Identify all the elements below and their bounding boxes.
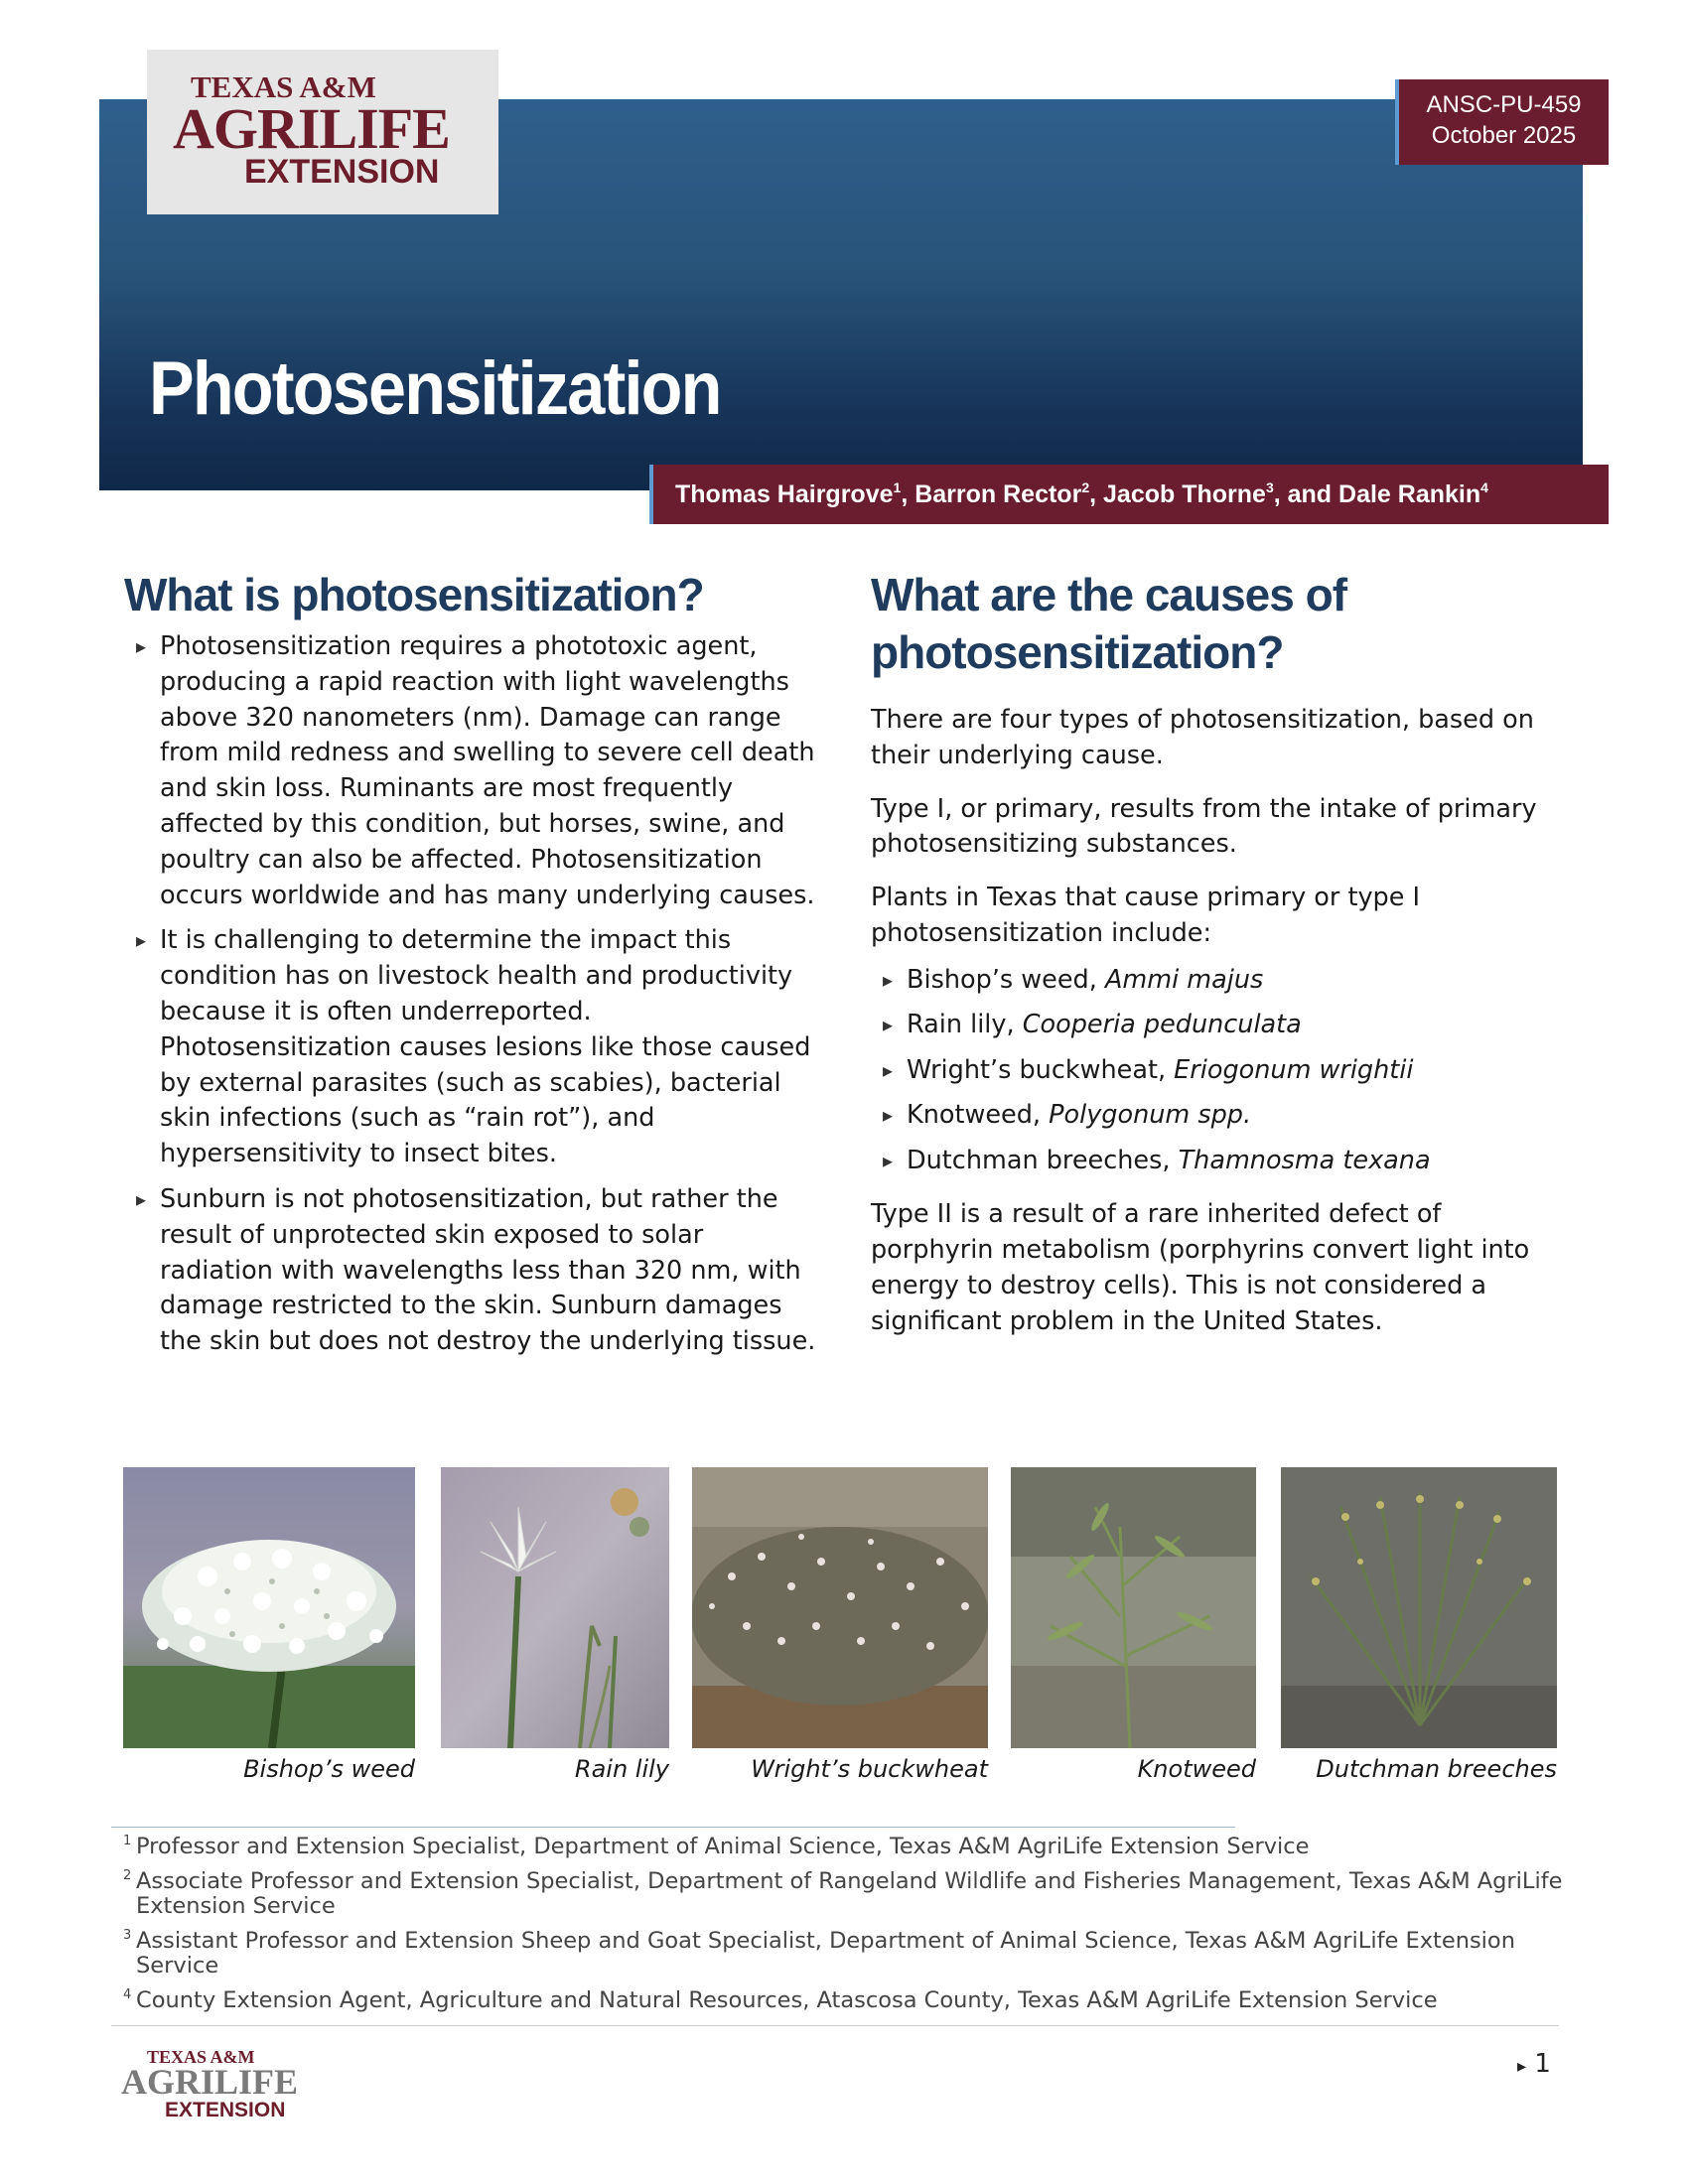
list-item [871,1139,1566,1184]
logo-line1: TEXAS A&M [147,2047,255,2067]
list-item: ▸ Sunburn is not photosensitization, but rather the result of unprotected skin exposed to solar radiation with wavelengths less than 320 nm, with damage restricted to the skin. Sunburn damages the skin but does not destroy the underlying tissue. [124,1182,819,1360]
plant-common-name: Rain lily, [907,1010,1023,1040]
logo-line2: AGRILIFE [173,96,450,161]
author-ref: 1 [893,479,902,495]
footnote-text: Professor and Extension Specialist, Department of Animal Science, Texas A&M AgriLife Extension Service [136,1834,1310,1859]
photo-knotweed [1011,1467,1256,1748]
paragraph: Type I, or primary, results from the intake of primary photosensitizing substances. [871,793,1537,860]
author-name: Barron Rector [914,480,1082,508]
plant-latin-name: Ammi majus [1104,964,1264,995]
footnote [123,1929,1563,1979]
right-column [871,566,1566,1357]
publication-number: ANSC-PU-459 [1426,91,1582,118]
footnote-ref: 3 [123,1928,132,1943]
footnote [123,1869,1563,1919]
footnote-ref: 2 [123,1868,132,1883]
footer-agrilife-logo [121,2047,320,2126]
photo-bishops-weed [123,1467,415,1748]
footnote [123,1835,1563,1859]
paragraph: There are four types of photosensitization, based on their underlying cause. [871,705,1534,770]
plant-common-name: Wright’s buckwheat, [907,1054,1175,1085]
left-column [124,566,819,1370]
plant-latin-name: Eriogonum wrightii [1174,1054,1414,1085]
footnote-text: Assistant Professor and Extension Sheep and Goat Specialist, Department of Animal Science, Texas A&M AgriLife Extension Service [136,1928,1515,1979]
paragraph: Type II is a result of a rare inherited defect of porphyrin metabolism (porphyrins convert light into energy to destroy cells). This is not considered a significant problem in the United States. [871,1199,1530,1336]
definition-list [124,629,819,1360]
paragraph: Plants in Texas that cause primary or type I photosensitization include: [871,883,1421,948]
page-title: Photosensitization [149,346,721,431]
footnote-text: Associate Professor and Extension Specialist, Department of Rangeland Wildlife and Fisheries Management, Texas A&M AgriLife Extension Service [136,1868,1563,1919]
list-item [871,1003,1566,1048]
logo-line3: EXTENSION [244,153,440,191]
plant-latin-name: Thamnosma texana [1178,1145,1431,1175]
heading-line: photosensitization? [871,626,1284,678]
list-item: ▸ It is challenging to determine the impact this condition has on livestock health and productivity because it is often underreported. Photosensitization causes lesions like those caused by external parasites (such as scabies), bacterial skin infections (such as “rain rot”), and hypersensitivity to insect bites. [124,923,819,1172]
section-heading-what-is: What is photosensitization? [124,569,704,620]
author-ref: 3 [1265,479,1274,495]
footnote-text: County Extension Agent, Agriculture and Natural Resources, Atascosa County, Texas A&M AgriLife Extension Service [136,1987,1438,2013]
plant-common-name: Dutchman breeches, [907,1145,1179,1175]
photo-dutchman-breeches [1281,1467,1557,1748]
author-ref: 4 [1480,479,1488,495]
footer-divider [111,2025,1559,2026]
plant-list [871,958,1566,1184]
agrilife-logo [147,50,498,214]
footnote [123,1988,1563,2013]
heading-line: What are the causes of [871,569,1347,620]
author-name: Dale Rankin [1338,480,1481,508]
footnote-ref: 1 [123,1834,132,1848]
page-number [1517,2049,1551,2079]
plant-common-name: Bishop’s weed, [907,964,1105,995]
plant-common-name: Knotweed, [907,1100,1050,1131]
logo-line2: AGRILIFE [121,2062,299,2102]
section-heading-causes [871,566,1566,681]
footnote-divider [111,1827,1235,1828]
page-number-value: 1 [1534,2049,1551,2079]
photo-caption: Wright’s buckwheat [751,1755,988,1783]
author-bar [649,465,1609,524]
author-ref: 2 [1081,479,1090,495]
logo-line3: EXTENSION [165,2099,286,2121]
author-name: Thomas Hairgrove [675,480,894,508]
author-separator: , and [1273,480,1339,508]
photo-caption: Bishop’s weed [243,1755,415,1783]
publication-date: October 2025 [1431,122,1577,149]
list-item [871,1048,1566,1094]
photo-caption: Knotweed [1137,1755,1256,1783]
author-separator: , [1089,480,1104,508]
footnotes [123,1835,1563,2023]
author-separator: , [901,480,915,508]
author-name: Jacob Thorne [1103,480,1266,508]
list-item [871,958,1566,1004]
publication-code-badge [1395,79,1609,165]
photo-caption: Dutchman breeches [1316,1755,1557,1783]
plant-latin-name: Cooperia pedunculata [1022,1010,1302,1040]
photo-caption: Rain lily [574,1755,669,1783]
photo-wrights-buckwheat [692,1467,988,1748]
footnote-ref: 4 [123,1987,132,2002]
photo-rain-lily [441,1467,669,1748]
list-item: ▸ Photosensitization requires a phototoxic agent, producing a rapid reaction with light wavelengths above 320 nanometers (nm). Damage can range from mild redness and swelling to severe cell death and skin loss. Ruminants are most frequently affected by this condition, but horses, swine, and poultry can also be affected. Photosensitization occurs worldwide and has many underlying causes. [124,629,819,913]
logo-line1: TEXAS A&M [191,69,376,104]
page-marker-icon: ▸ [1517,2056,1527,2077]
plant-latin-name: Polygonum spp. [1049,1100,1252,1131]
list-item [871,1093,1566,1139]
